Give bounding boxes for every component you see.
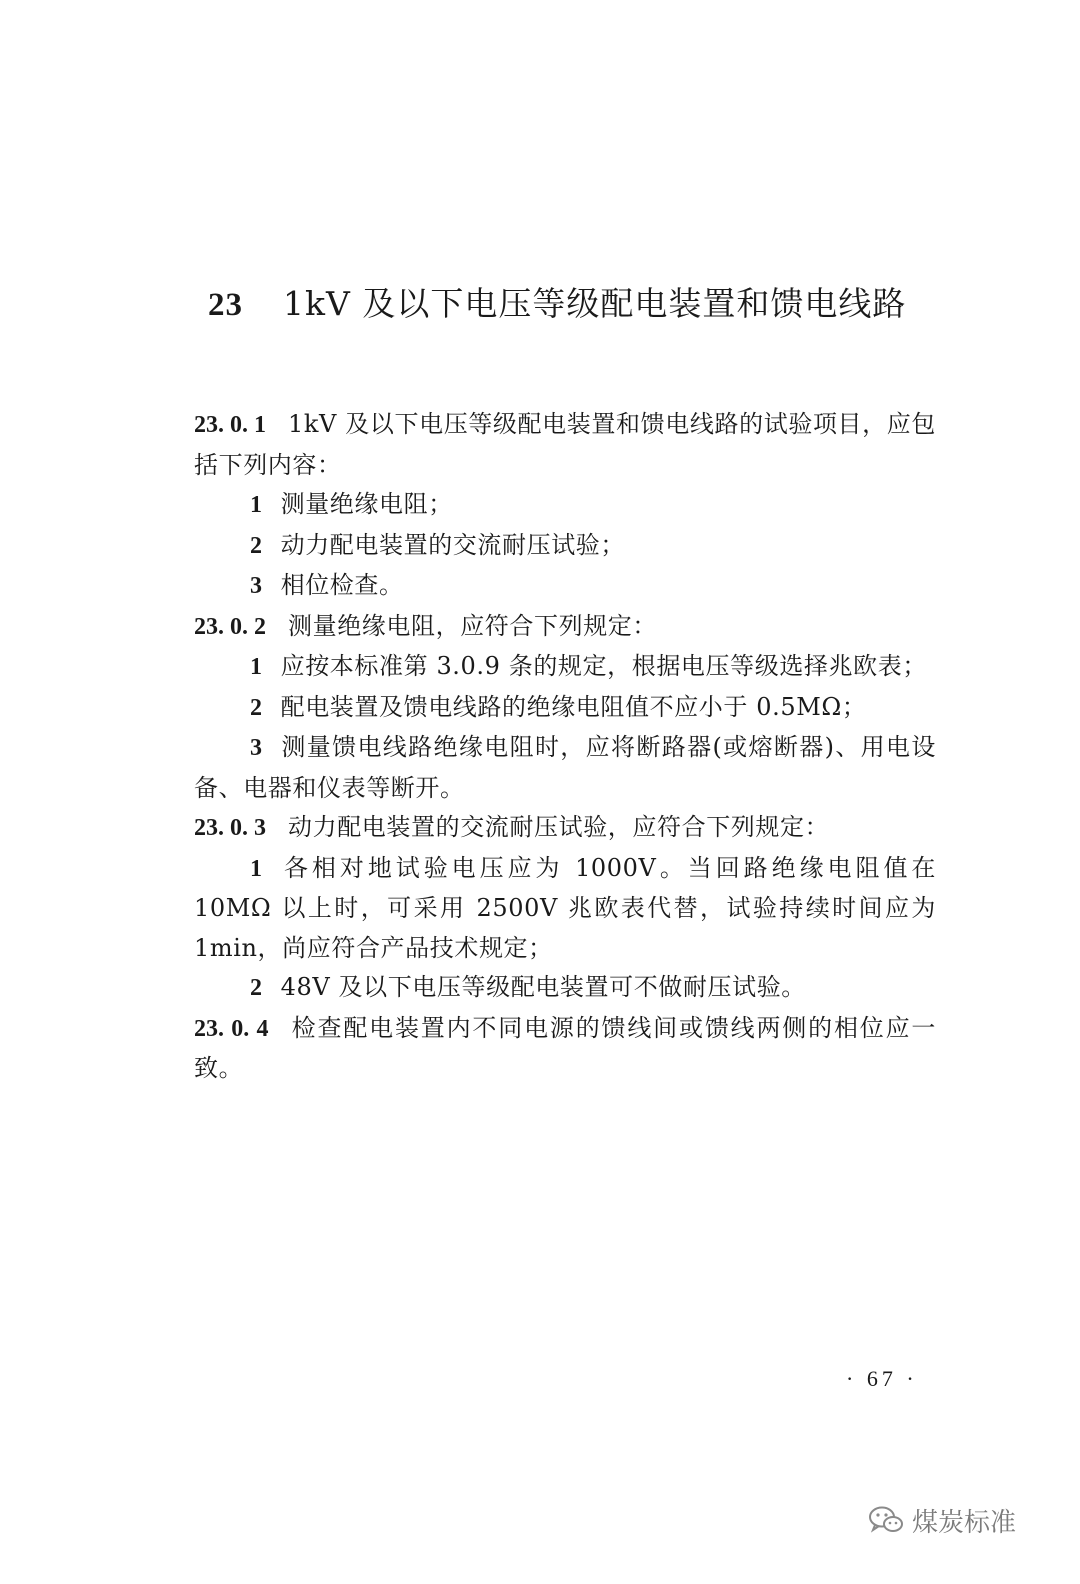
list-item — [194, 849, 936, 969]
list-item — [194, 647, 936, 688]
item-text: 应按本标准第 3.0.9 条的规定，根据电压等级选择兆欧表； — [280, 652, 927, 680]
chapter-title-text: 1kV 及以下电压等级配电装置和馈电线路 — [283, 284, 907, 323]
item-number: 1 — [250, 855, 263, 882]
item-number: 3 — [250, 573, 263, 599]
item-number: 1 — [250, 492, 263, 518]
watermark-text: 煤炭标准 — [912, 1507, 1017, 1538]
list-item — [194, 968, 936, 1009]
item-number: 1 — [250, 654, 263, 680]
list-item — [194, 688, 936, 729]
item-number: 2 — [250, 694, 263, 721]
chapter-number: 23 — [208, 287, 243, 323]
clause-23-0-3 — [194, 808, 936, 849]
clause-23-0-1 — [194, 405, 936, 485]
body-text — [194, 405, 936, 1089]
clause-number: 23. 0. 2 — [194, 613, 266, 640]
list-item — [194, 728, 936, 808]
item-number: 3 — [250, 735, 263, 761]
list-item — [194, 566, 936, 607]
clause-23-0-4 — [194, 1009, 936, 1089]
list-item — [194, 526, 936, 567]
item-text: 各相对地试验电压应为 1000V。当回路绝缘电阻值在 10MΩ 以上时，可采用 2500V 兆欧表代替，试验持续时间应为 1min，尚应符合产品技术规定； — [194, 853, 936, 962]
list-item — [194, 485, 936, 526]
clause-number: 23. 0. 1 — [194, 412, 267, 438]
wechat-icon — [868, 1505, 904, 1535]
item-text: 48V 及以下电压等级配电装置可不做耐压试验。 — [280, 973, 806, 1001]
clause-text: 1kV 及以下电压等级配电装置和馈电线路的试验项目，应包括下列内容： — [194, 410, 937, 479]
item-number: 2 — [250, 975, 263, 1001]
item-text: 相位检查。 — [280, 571, 404, 599]
item-text: 动力配电装置的交流耐压试验； — [280, 530, 626, 559]
clause-text: 检查配电装置内不同电源的馈线间或馈线两侧的相位应一致。 — [194, 1013, 937, 1082]
clause-text: 测量绝缘电阻，应符合下列规定： — [288, 611, 657, 640]
chapter-title — [208, 282, 968, 327]
item-number: 2 — [250, 532, 263, 559]
clause-text: 动力配电装置的交流耐压试验，应符合下列规定： — [288, 813, 830, 841]
item-text: 测量绝缘电阻； — [280, 490, 453, 518]
page-number: · 67 · — [846, 1366, 918, 1391]
item-text: 配电装置及馈电线路的绝缘电阻值不应小于 0.5MΩ； — [280, 692, 867, 721]
clause-23-0-2 — [194, 607, 936, 648]
clause-number: 23. 0. 3 — [194, 815, 266, 841]
watermark — [868, 1500, 1016, 1540]
item-text: 测量馈电线路绝缘电阻时，应将断路器(或熔断器)、用电设备、电器和仪表等断开。 — [194, 733, 936, 802]
clause-number: 23. 0. 4 — [194, 1015, 269, 1042]
